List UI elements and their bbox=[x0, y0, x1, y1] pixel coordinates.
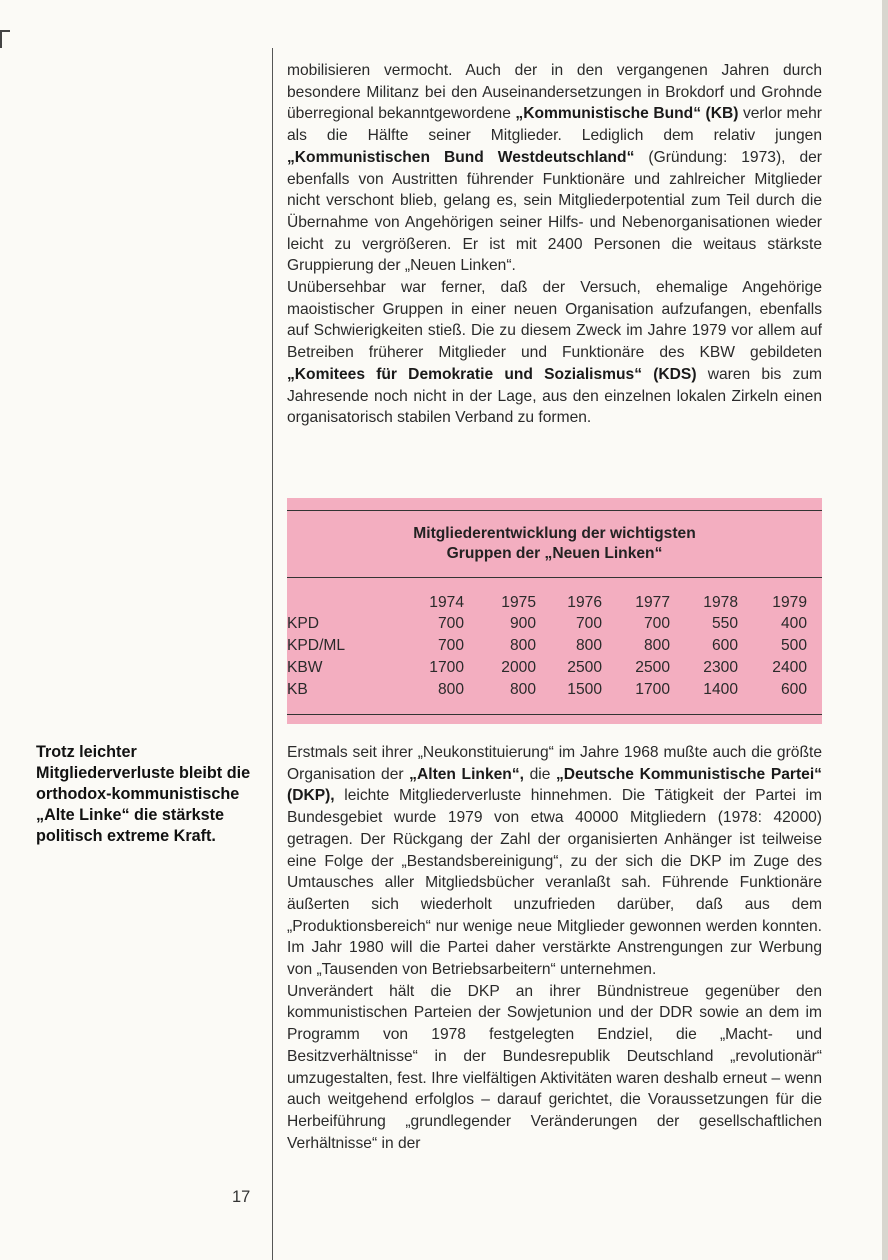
table-row bbox=[287, 615, 822, 637]
year-header: 1978 bbox=[703, 594, 738, 611]
table-cell: 900 bbox=[509, 615, 536, 632]
table-cell: 800 bbox=[509, 637, 536, 654]
table-cell: 1500 bbox=[567, 681, 602, 698]
bold-term-kb: „Kommunistische Bund“ (KB) bbox=[515, 105, 739, 123]
table-year-row bbox=[287, 594, 822, 616]
table-cell: 700 bbox=[643, 615, 670, 632]
table-cell: 2300 bbox=[703, 659, 738, 676]
year-header: 1977 bbox=[635, 594, 670, 611]
table-cell: 700 bbox=[437, 637, 464, 654]
paragraph-dkp bbox=[287, 742, 822, 981]
text-run: mobilisieren vermocht. Auch der in den vergangenen Jahren durch besondere Militanz bei den Auseinandersetzungen in Brokdorf und Grohnde überregional bekanntgewordene bbox=[287, 62, 822, 123]
year-header: 1976 bbox=[567, 594, 602, 611]
table-cell: 800 bbox=[437, 681, 464, 698]
year-header: 1974 bbox=[429, 594, 464, 611]
table-cell: 400 bbox=[780, 615, 807, 632]
table-cell: 700 bbox=[437, 615, 464, 632]
lower-body-text bbox=[287, 742, 822, 1154]
table-cell: 600 bbox=[711, 637, 738, 654]
table-cell: 2500 bbox=[567, 659, 602, 676]
row-label: KB bbox=[287, 681, 308, 698]
year-header: 1979 bbox=[772, 594, 807, 611]
table-title-line1: Mitgliederentwicklung der wichtigsten bbox=[413, 525, 696, 542]
table-cell: 500 bbox=[780, 637, 807, 654]
table-row bbox=[287, 659, 822, 681]
table-cell: 600 bbox=[780, 681, 807, 698]
bold-term-kbw: „Kommunistischen Bund Westdeutschland“ bbox=[287, 148, 635, 166]
margin-note: Trotz leichter Mitgliederverluste bleibt die orthodox-kommunistische „Alte Linke“ die stärkste politisch extreme Kraft. bbox=[36, 743, 251, 845]
table-cell: 550 bbox=[711, 615, 738, 632]
text-run: waren bis zum Jahresende noch nicht in der Lage, aus den einzelnen lokalen Zirkeln einen organisatorisch stabilen Verband zu formen. bbox=[287, 365, 822, 427]
column-divider bbox=[272, 48, 273, 1260]
text-run: leichte Mitgliederverluste hinnehmen. Die Tätigkeit der Partei im Bundesgebiet wurde 1979 von etwa 40000 Mitgliedern (1978: 42000) getragen. Der Rückgang der Zahl der organisierten Anhänger ist teilweise eine Folge der „Bestandsbereinigung“, zu der sich die DKP im Zuge des Umtausches aller Mitgliedsbücher veranlaßt sah. Führende Funktionäre äußerten sich wiederholt unzufrieden darüber, daß aus dem „Produktionsbereich“ nur wenige neue Mitglieder gewonnen werden konnten. Im Jahr 1980 will die Partei daher verstärkte Anstrengungen zur Werbung von „Tausenden von Betriebsarbeitern“ unternehmen. bbox=[287, 787, 822, 979]
bold-term-kds: „Komitees für Demokratie und Sozialismus“ (KDS) bbox=[287, 365, 697, 383]
paragraph-kds bbox=[287, 277, 822, 429]
bold-term-dkp: „Deutsche Kommunistische Partei“ (DKP), bbox=[287, 765, 822, 805]
page-edge-shadow bbox=[882, 0, 888, 1260]
table-cell: 2400 bbox=[772, 659, 807, 676]
text-run: (Gründung: 1973), der ebenfalls von Austritten führender Funktionäre und zahlreicher Mitglieder nicht verschont blieb, gelang es, sein Mitgliederpotential zum Teil durch die Übernahme von Angehörigen seiner Hilfs- und Nebenorganisationen wieder leicht zu vergrößeren. Er ist mit 2400 Personen die weitaus stärkste Gruppierung der „Neuen Linken“. bbox=[287, 148, 822, 275]
table-title-line2: Gruppen der „Neuen Linken“ bbox=[446, 545, 663, 562]
table-cell: 1400 bbox=[703, 681, 738, 698]
table-cell: 2500 bbox=[635, 659, 670, 676]
table-cell: 2000 bbox=[501, 659, 536, 676]
row-label: KPD bbox=[287, 615, 320, 632]
table-cell: 800 bbox=[509, 681, 536, 698]
year-header: 1975 bbox=[501, 594, 536, 611]
membership-table bbox=[287, 498, 822, 724]
table-cell: 700 bbox=[575, 615, 602, 632]
bold-term-alte-linke: „Alten Linken“, bbox=[409, 765, 524, 783]
table-header bbox=[287, 510, 822, 578]
paragraph-kb bbox=[287, 60, 822, 277]
table-cell: 1700 bbox=[635, 681, 670, 698]
row-label: KPD/ML bbox=[287, 637, 346, 654]
paragraph-buendnistreue: Unverändert hält die DKP an ihrer Bündnistreue gegenüber den kommunistischen Parteien der Sowjetunion und der DDR sowie an dem im Programm von 1978 festgelegten Endziel, die „Macht- und Besitzverhältnisse“ in der Bundesrepublik Deutschland „revolutionär“ umzugestalten, fest. Ihre vielfältigen Aktivitäten waren deshalb erneut – wenn auch weitgehend erfolglos – darauf gerichtet, die Voraussetzungen für die Herbeiführung „grundlegender Veränderungen der gesellschaftlichen Verhältnisse“ in der bbox=[287, 982, 822, 1152]
page-number: 17 bbox=[232, 1188, 251, 1206]
table-bottom-rule bbox=[287, 714, 822, 715]
table-title bbox=[287, 511, 822, 564]
text-run: die bbox=[529, 765, 551, 783]
text-run: verlor mehr als die Hälfte seiner Mitglieder. Lediglich dem relativ jungen bbox=[287, 105, 822, 145]
text-run: Erstmals seit ihrer „Neukonstituierung“ im Jahre 1968 mußte auch die größte Organisation der bbox=[287, 744, 822, 783]
table-row bbox=[287, 637, 822, 659]
row-label: KBW bbox=[287, 659, 323, 676]
table-row bbox=[287, 681, 822, 703]
table-cell: 800 bbox=[643, 637, 670, 654]
table-cell: 800 bbox=[575, 637, 602, 654]
crop-mark-vertical bbox=[0, 30, 2, 48]
upper-body-text bbox=[287, 60, 822, 429]
table-cell: 1700 bbox=[429, 659, 464, 676]
text-run: Unübersehbar war ferner, daß der Versuch, ehemalige Angehörige maoistischer Gruppen in einer neuen Organisation aufzufangen, ebenfalls auf Schwierigkeiten stieß. Die zu diesem Zweck im Jahre 1979 vor allem auf Betreiben früherer Mitglieder und Funktionäre des KBW gebildeten bbox=[287, 279, 822, 362]
